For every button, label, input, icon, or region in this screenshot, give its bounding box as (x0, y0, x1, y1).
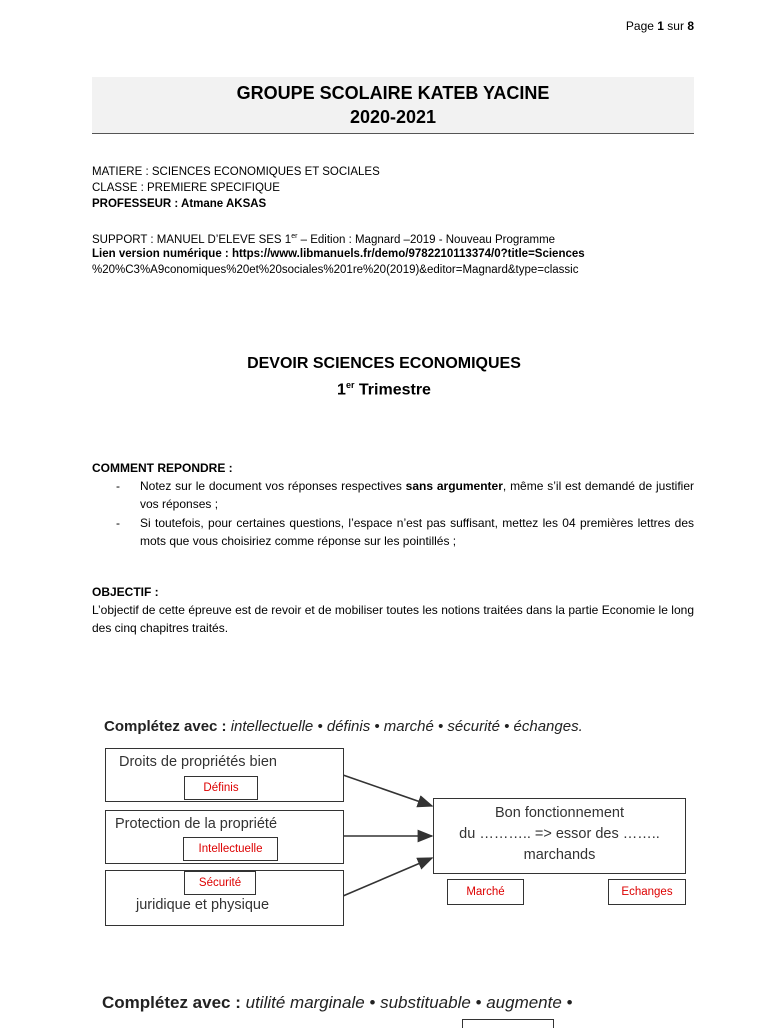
answer-definis[interactable]: Définis (184, 776, 258, 800)
answer-securite[interactable]: Sécurité (184, 871, 256, 895)
box-bon-fonctionnement: Bon fonctionnement du ……….. => essor des …….. marchands (433, 798, 686, 874)
answer-intellectuelle[interactable]: Intellectuelle (183, 837, 278, 861)
info-link-line1[interactable]: Lien version numérique : https://www.libmanuels.fr/demo/9782210113374/0?title=Sciences (92, 248, 585, 260)
answer-marche[interactable]: Marché (447, 879, 524, 905)
info-professeur: PROFESSEUR : Atmane AKSAS (92, 198, 267, 210)
devoir-trimestre: 1er Trimestre (337, 380, 431, 399)
info-support: SUPPORT : MANUEL D’ELEVE SES 1er – Edition : Magnard –2019 - Nouveau Programme (92, 233, 556, 246)
instruction-item-2: - Si toutefois, pour certaines questions, l’espace n’est pas suffisant, mettez les 04 premières lettres des mots que vous choisiriez comme réponse sur les pointillés ; (116, 516, 694, 548)
objectif-text: L’objectif de cette épreuve est de revoir et de mobiliser toutes les notions traitées dans la partie Economie le long des cinq chapitres traités. (92, 603, 694, 635)
info-classe: CLASSE : PREMIERE SPECIFIQUE (92, 182, 280, 194)
box-protection-propriete: Protection de la propriété (105, 810, 344, 864)
exercise1-prompt: Complétez avec : intellectuelle • définis • marché • sécurité • échanges. (104, 718, 583, 735)
box-droits-propriete: Droits de propriétés bien (105, 748, 344, 802)
info-link-line2[interactable]: %20%C3%A9conomiques%20et%20sociales%201re%20(2019)&editor=Magnard&type=classic (92, 264, 579, 276)
instruction-item-1: - Notez sur le document vos réponses respectives sans argumenter, même s’il est demandé de justifier vos réponses ; (116, 479, 695, 511)
info-matiere: MATIERE : SCIENCES ECONOMIQUES ET SOCIALES (92, 166, 380, 178)
school-name: GROUPE SCOLAIRE KATEB YACINE (236, 83, 550, 103)
devoir-title: DEVOIR SCIENCES ECONOMIQUES (247, 355, 521, 372)
objectif-heading: OBJECTIF : (92, 585, 159, 599)
box-securite: juridique et physique (105, 870, 344, 926)
exercise2-prompt: Complétez avec : utilité marginale • substituable • augmente • (102, 993, 573, 1012)
school-year: 2020-2021 (349, 107, 437, 127)
arrow-1 (343, 775, 432, 806)
instructions-heading: COMMENT REPONDRE : (92, 461, 233, 475)
arrow-3 (343, 858, 432, 896)
answer-echanges[interactable]: Echanges (608, 879, 686, 905)
page-number: Page 1 sur 8 (625, 19, 694, 33)
